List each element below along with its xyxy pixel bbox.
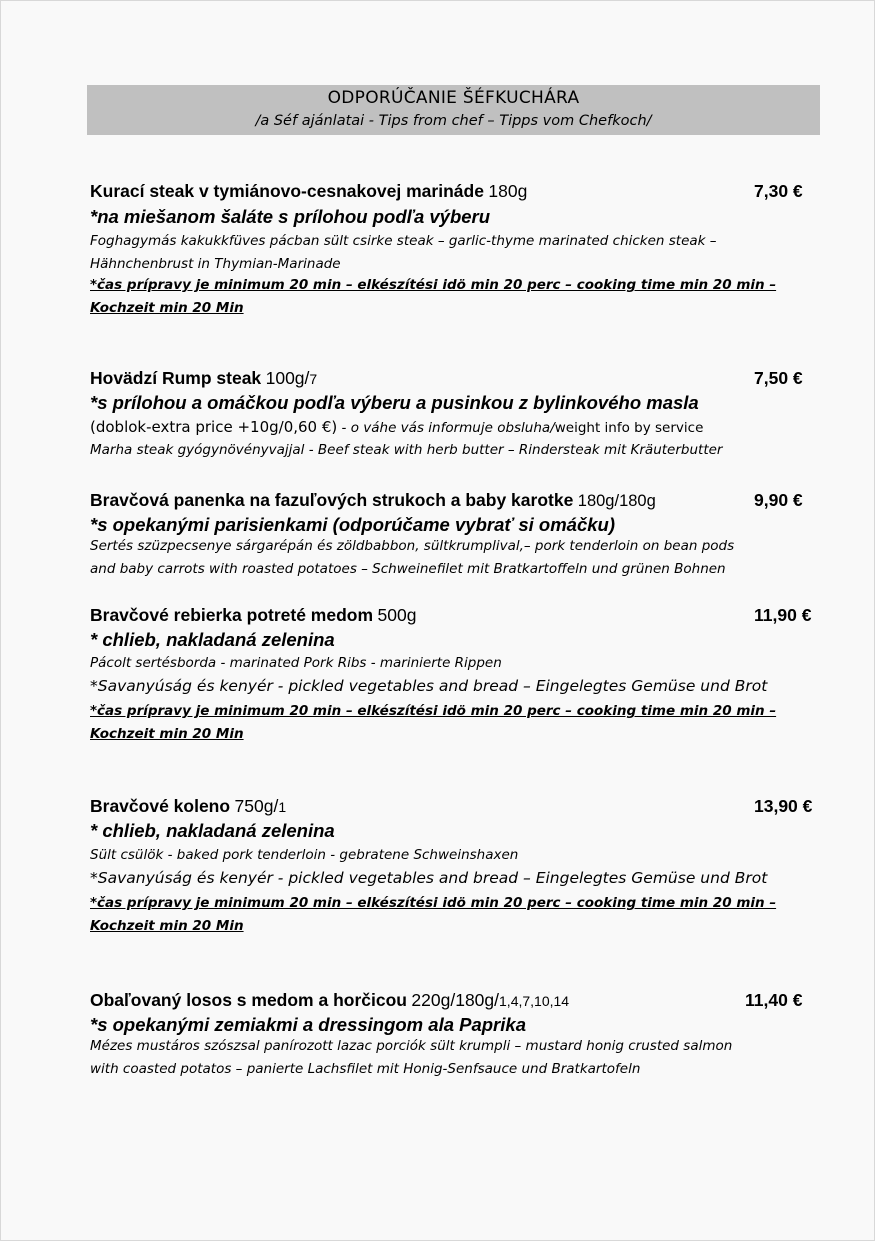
item-name: Bravčové rebierka potreté medom xyxy=(90,605,374,625)
item-translation: Mézes mustáros szószsal panírozott lazac porciók sült krumpli – mustard honig crusted salmon xyxy=(90,1038,733,1054)
item-translation: with coasted potatos – panierte Lachsfilet mit Honig-Senfsauce und Bratkartofeln xyxy=(90,1061,641,1077)
item-price: 11,90 € xyxy=(754,605,812,625)
item-weight: 220g/180g/ xyxy=(411,990,500,1010)
item-translation: Sertés szüzpecsenye sárgarépán és zöldbabbon, sültkrumplival,– pork tenderloin on bean pods xyxy=(90,538,735,554)
item-name: Bravčová panenka na fazuľových strukoch a baby karotke xyxy=(90,490,574,510)
item-name: Kurací steak v tymiánovo-cesnakovej marináde xyxy=(90,181,484,201)
item-translation: *Savanyúság és kenyér - pickled vegetables and bread – Eingelegtes Gemüse und Brot xyxy=(90,677,768,695)
item-extra-weight-note: - o váhe vás informuje obsluha/ xyxy=(337,420,555,436)
section-header xyxy=(87,85,820,135)
item-subtitle: *na miešanom šaláte s prílohou podľa výberu xyxy=(90,206,491,227)
item-weight: 100g/ xyxy=(265,368,310,388)
section-subtitle: /a Séf ajánlatai - Tips from chef – Tipps vom Chefkoch/ xyxy=(255,113,652,129)
item-price: 7,50 € xyxy=(754,368,803,388)
item-weight: 180g/180g xyxy=(577,492,656,510)
item-title-line xyxy=(90,796,286,817)
item-name: Obaľovaný losos s medom a horčicou xyxy=(90,990,407,1010)
item-note: Kochzeit min 20 Min xyxy=(90,918,244,934)
item-translation: and baby carrots with roasted potatoes – Schweinefilet mit Bratkartoffeln und grünen Bohnen xyxy=(90,561,726,577)
item-name: Hovädzí Rump steak xyxy=(90,368,262,388)
item-translation: Foghagymás kakukkfüves pácban sült csirke steak – garlic-thyme marinated chicken steak – xyxy=(90,233,717,249)
item-translation: Pácolt sertésborda - marinated Pork Ribs - marinierte Rippen xyxy=(90,655,502,671)
item-subtitle: *s opekanými zemiakmi a dressingom ala Paprika xyxy=(90,1014,526,1035)
item-title-line xyxy=(90,605,416,626)
item-allergens: 7 xyxy=(309,371,318,387)
item-subtitle: * chlieb, nakladaná zelenina xyxy=(90,820,335,841)
item-subtitle: * chlieb, nakladaná zelenina xyxy=(90,629,335,650)
item-weight: 500g xyxy=(377,605,417,625)
section-title: ODPORÚČANIE ŠÉFKUCHÁRA xyxy=(327,88,580,108)
item-weight: 180g xyxy=(488,181,528,201)
item-title-line xyxy=(90,490,656,511)
item-extra-weight-info: weight info by service xyxy=(554,420,704,436)
item-weight: 750g/ xyxy=(234,796,279,816)
item-price: 13,90 € xyxy=(754,796,813,816)
item-subtitle: *s opekanými parisienkami (odporúčame vybrať si omáčku) xyxy=(90,514,616,535)
item-subtitle: *s prílohou a omáčkou podľa výberu a pusinkou z bylinkového masla xyxy=(90,392,699,413)
item-allergens: 1,4,7,10,14 xyxy=(499,993,570,1009)
item-note: Kochzeit min 20 Min xyxy=(90,300,244,316)
item-price: 11,40 € xyxy=(745,990,803,1010)
item-title-line xyxy=(90,181,527,202)
item-extra-price: (doblok-extra price +10g/0,60 €) xyxy=(90,418,338,436)
item-title-line xyxy=(90,990,569,1011)
item-note: *čas prípravy je minimum 20 min – elkészítési idö min 20 perc – cooking time min 20 min – xyxy=(90,277,777,293)
item-name: Bravčové koleno xyxy=(90,796,231,816)
item-translation: Hähnchenbrust in Thymian-Marinade xyxy=(90,256,341,272)
item-title-line xyxy=(90,368,317,389)
item-translation: *Savanyúság és kenyér - pickled vegetables and bread – Eingelegtes Gemüse und Brot xyxy=(90,869,768,887)
item-price: 9,90 € xyxy=(754,490,803,510)
item-price: 7,30 € xyxy=(754,181,803,201)
item-translation: Marha steak gyógynövényvajjal - Beef steak with herb butter – Rindersteak mit Kräuterbutter xyxy=(90,442,723,458)
item-note: *čas prípravy je minimum 20 min – elkészítési idö min 20 perc – cooking time min 20 min – xyxy=(90,895,777,911)
item-allergens: 1 xyxy=(278,799,287,815)
item-note: *čas prípravy je minimum 20 min – elkészítési idö min 20 perc – cooking time min 20 min – xyxy=(90,703,777,719)
item-note: Kochzeit min 20 Min xyxy=(90,726,244,742)
item-translation: Sült csülök - baked pork tenderloin - gebratene Schweinshaxen xyxy=(90,847,519,863)
item-extra-info xyxy=(90,418,703,436)
